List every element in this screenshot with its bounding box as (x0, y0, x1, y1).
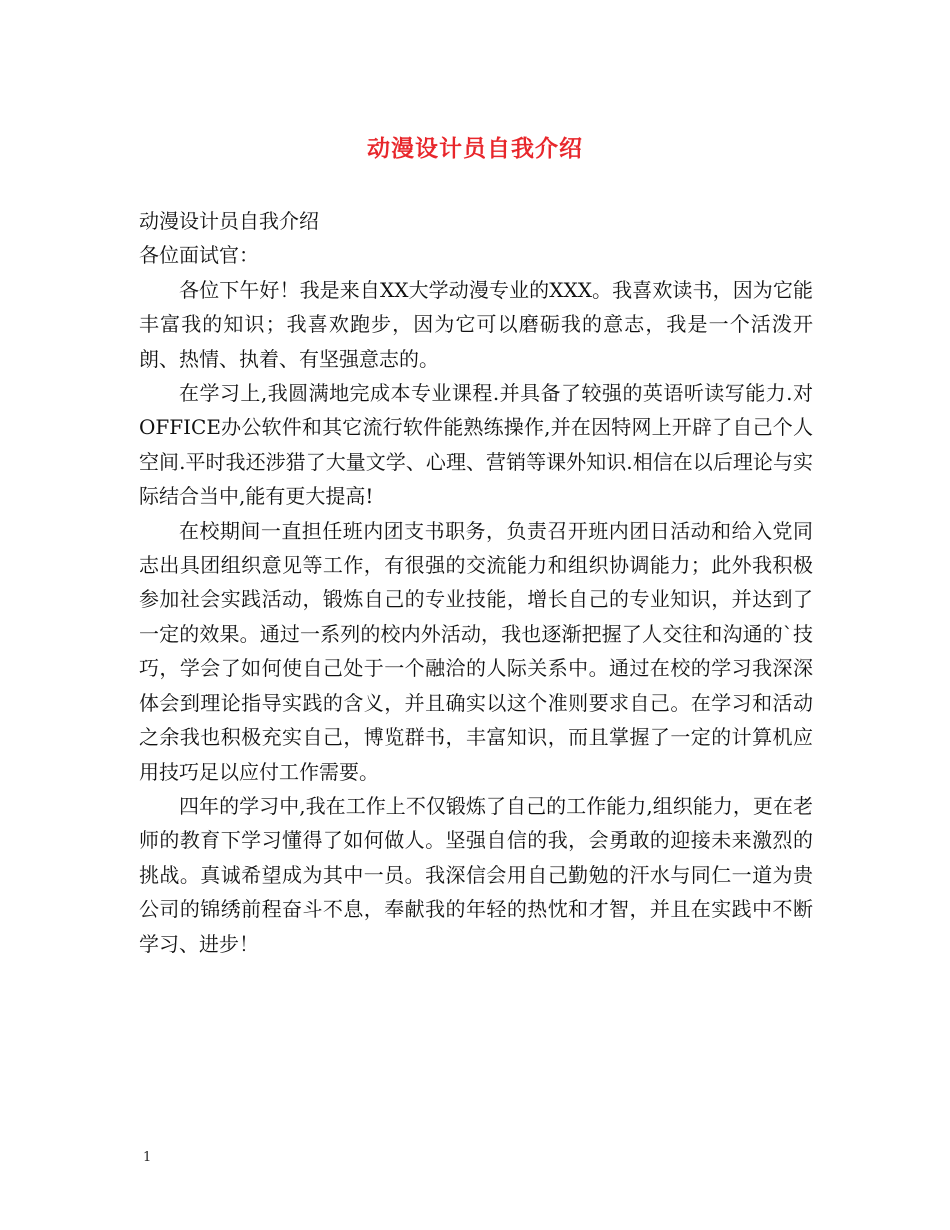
paragraph-introduction: 各位下午好！我是来自XX大学动漫专业的XXX。我喜欢读书，因为它能丰富我的知识；我喜欢跑步，因为它可以磨砺我的意志，我是一个活泼开朗、热情、执着、有坚强意志的。 (139, 277, 813, 371)
subtitle-line: 动漫设计员自我介绍 (139, 209, 319, 233)
document-title: 动漫设计员自我介绍 (367, 135, 583, 162)
paragraph-conclusion: 四年的学习中,我在工作上不仅锻炼了自己的工作能力,组织能力，更在老师的教育下学习懂得了如何做人。坚强自信的我，会勇敢的迎接未来激烈的挑战。真诚希望成为其中一员。我深信会用自己勤勉的汗水与同仁一道为贵公司的锦绣前程奋斗不息，奉献我的年轻的热忱和才智，并且在实践中不断学习、进步！ (139, 793, 813, 956)
document-body (139, 204, 813, 961)
paragraph-campus-activities: 在校期间一直担任班内团支书职务，负责召开班内团日活动和给入党同志出具团组织意见等工作，有很强的交流能力和组织协调能力；此外我积极参加社会实践活动，锻炼自己的专业技能，增长自己的专业知识，并达到了一定的效果。通过一系列的校内外活动，我也逐渐把握了人交往和沟通的`技巧，学会了如何使自己处于一个融洽的人际关系中。通过在校的学习我深深体会到理论指导实践的含义，并且确实以这个准则要求自己。在学习和活动之余我也积极充实自己，博览群书，丰富知识，而且掌握了一定的计算机应用技巧足以应付工作需要。 (139, 518, 813, 784)
greeting-line: 各位面试官： (139, 243, 259, 268)
page-number: 1 (143, 1150, 152, 1165)
paragraph-study: 在学习上,我圆满地完成本专业课程.并具备了较强的英语听读写能力.对OFFICE办公软件和其它流行软件能熟练操作,并在因特网上开辟了自己个人空间.平时我还涉猎了大量文学、心理、营销等课外知识.相信在以后理论与实际结合当中,能有更大提高! (139, 381, 813, 509)
